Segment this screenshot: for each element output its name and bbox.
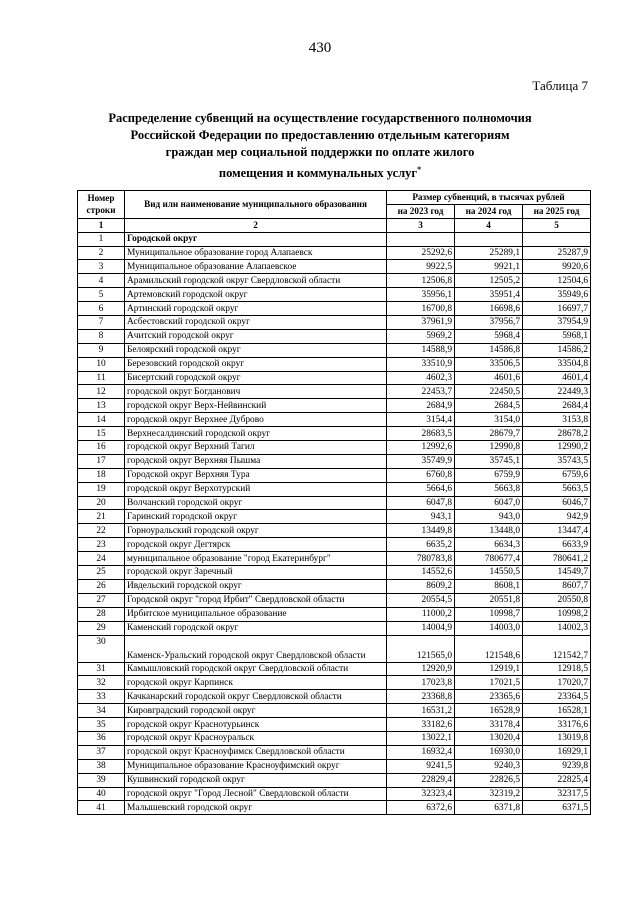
column-number: 4 — [455, 218, 523, 232]
amount-2024-cell: 13448,0 — [455, 524, 523, 538]
municipality-name-cell: Арамильский городской округ Свердловской области — [125, 274, 387, 288]
amount-2025-cell: 33176,6 — [523, 718, 591, 732]
column-number: 5 — [523, 218, 591, 232]
municipality-name-cell: Ирбитское муниципальное образование — [125, 607, 387, 621]
municipality-name-cell: Муниципальное образование Красноуфимский округ — [125, 759, 387, 773]
row-number-cell: 5 — [78, 288, 125, 302]
table-row — [78, 759, 591, 773]
amount-2025-cell: 16528,1 — [523, 704, 591, 718]
table-row — [78, 496, 591, 510]
row-number-cell: 9 — [78, 343, 125, 357]
row-number-cell: 16 — [78, 441, 125, 455]
amount-2024-cell: 5968,4 — [455, 329, 523, 343]
municipality-name-cell: Березовский городской округ — [125, 357, 387, 371]
amount-2025-cell: 28678,2 — [523, 427, 591, 441]
amount-2023-cell: 121565,0 — [387, 635, 455, 662]
row-number-cell: 34 — [78, 704, 125, 718]
table-row — [78, 801, 591, 815]
row-number-cell: 6 — [78, 302, 125, 316]
table-row — [78, 524, 591, 538]
table-body — [78, 232, 591, 815]
amount-2025-cell: 14002,3 — [523, 621, 591, 635]
amount-2025-cell: 780641,2 — [523, 552, 591, 566]
amount-2023-cell: 4602,3 — [387, 371, 455, 385]
municipality-name-cell: Артемовский городской округ — [125, 288, 387, 302]
amount-2025-cell: 16697,7 — [523, 302, 591, 316]
municipality-name-cell: Горноуральский городской округ — [125, 524, 387, 538]
row-number-cell: 30 — [78, 635, 125, 662]
amount-2023-cell: 20554,5 — [387, 593, 455, 607]
table-row — [78, 593, 591, 607]
amount-2024-cell: 22826,5 — [455, 773, 523, 787]
title-line: Распределение субвенций на осуществление государственного полномочия — [108, 111, 532, 125]
amount-2025-cell: 5663,5 — [523, 482, 591, 496]
row-number-cell: 24 — [78, 552, 125, 566]
table-row — [78, 316, 591, 330]
amount-2023-cell: 16932,4 — [387, 745, 455, 759]
amount-2024-cell: 780677,4 — [455, 552, 523, 566]
amount-2023-cell: 17023,8 — [387, 676, 455, 690]
table-row — [78, 399, 591, 413]
amount-2025-cell: 5968,1 — [523, 329, 591, 343]
amount-2025-cell: 13447,4 — [523, 524, 591, 538]
municipality-name-cell: Ивдельский городской округ — [125, 579, 387, 593]
table-row — [78, 260, 591, 274]
municipality-name-cell: Ачитский городской округ — [125, 329, 387, 343]
row-number-cell: 28 — [78, 607, 125, 621]
column-number: 2 — [125, 218, 387, 232]
header-amount-group: Размер субвенций, в тысячах рублей — [387, 191, 591, 205]
row-number-cell: 13 — [78, 399, 125, 413]
amount-2025-cell: 6759,6 — [523, 468, 591, 482]
row-number-cell: 26 — [78, 579, 125, 593]
title-line: граждан мер социальной поддержки по оплате жилого — [165, 145, 475, 159]
row-number-cell: 27 — [78, 593, 125, 607]
amount-2024-cell: 35745,1 — [455, 454, 523, 468]
municipality-name-cell: городской округ Краснотурьинск — [125, 718, 387, 732]
row-number-cell: 17 — [78, 454, 125, 468]
document-title — [80, 110, 560, 182]
municipality-name-cell: муниципальное образование "город Екатеринбург" — [125, 552, 387, 566]
municipality-name-cell: Гаринский городской округ — [125, 510, 387, 524]
table-row — [78, 621, 591, 635]
municipality-name-cell: городской округ Богданович — [125, 385, 387, 399]
title-line: Российской Федерации по предоставлению отдельным категориям — [130, 128, 510, 142]
amount-2025-cell: 35743,5 — [523, 454, 591, 468]
municipality-name-cell: Городской округ Верхняя Тура — [125, 468, 387, 482]
amount-2023-cell: 12920,9 — [387, 662, 455, 676]
amount-2025-cell: 20550,8 — [523, 593, 591, 607]
municipality-name-cell: Артинский городской округ — [125, 302, 387, 316]
municipality-name-cell: городской округ Дегтярск — [125, 538, 387, 552]
table-row — [78, 552, 591, 566]
table-row — [78, 288, 591, 302]
amount-2024-cell: 16930,0 — [455, 745, 523, 759]
amount-2024-cell: 37956,7 — [455, 316, 523, 330]
amount-2024-cell: 13020,4 — [455, 731, 523, 745]
amount-2023-cell: 6760,8 — [387, 468, 455, 482]
amount-2024-cell: 12919,1 — [455, 662, 523, 676]
municipality-name-cell: Качканарский городской округ Свердловской области — [125, 690, 387, 704]
amount-2025-cell: 23364,5 — [523, 690, 591, 704]
municipality-name-cell: Камышловский городской округ Свердловской области — [125, 662, 387, 676]
amount-2025-cell: 6371,5 — [523, 801, 591, 815]
amount-2024-cell: 14586,8 — [455, 343, 523, 357]
amount-2024-cell: 33178,4 — [455, 718, 523, 732]
amount-2025-cell: 6633,9 — [523, 538, 591, 552]
amount-2025-cell — [523, 232, 591, 246]
header-year-2023: на 2023 год — [387, 204, 455, 218]
municipality-name-cell: Муниципальное образование город Алапаевск — [125, 246, 387, 260]
amount-2023-cell: 23368,8 — [387, 690, 455, 704]
amount-2025-cell: 14586,2 — [523, 343, 591, 357]
amount-2024-cell: 12505,2 — [455, 274, 523, 288]
amount-2023-cell: 2684,9 — [387, 399, 455, 413]
table-row — [78, 413, 591, 427]
amount-2023-cell: 13022,1 — [387, 731, 455, 745]
table-row — [78, 482, 591, 496]
row-number-cell: 10 — [78, 357, 125, 371]
amount-2024-cell: 16698,6 — [455, 302, 523, 316]
row-number-cell: 14 — [78, 413, 125, 427]
amount-2023-cell: 6372,6 — [387, 801, 455, 815]
municipality-name-cell: Верхнесалдинский городской округ — [125, 427, 387, 441]
amount-2024-cell: 17021,5 — [455, 676, 523, 690]
row-number-cell: 2 — [78, 246, 125, 260]
table-row — [78, 690, 591, 704]
amount-2023-cell: 22829,4 — [387, 773, 455, 787]
page-number: 430 — [308, 40, 332, 56]
row-number-cell: 40 — [78, 787, 125, 801]
amount-2023-cell: 9922,5 — [387, 260, 455, 274]
amount-2024-cell: 3154,0 — [455, 413, 523, 427]
row-number-cell: 41 — [78, 801, 125, 815]
amount-2025-cell: 22825,4 — [523, 773, 591, 787]
row-number-cell: 15 — [78, 427, 125, 441]
amount-2023-cell: 14552,6 — [387, 566, 455, 580]
municipality-name-cell: городской округ Верхнее Дуброво — [125, 413, 387, 427]
amount-2024-cell: 33506,5 — [455, 357, 523, 371]
amount-2023-cell: 12506,8 — [387, 274, 455, 288]
amount-2023-cell: 3154,4 — [387, 413, 455, 427]
table-row — [78, 704, 591, 718]
amount-2023-cell: 9241,5 — [387, 759, 455, 773]
municipality-name-cell: городской округ Верхотурский — [125, 482, 387, 496]
table-row — [78, 579, 591, 593]
amount-2025-cell: 12990,2 — [523, 441, 591, 455]
table-row — [78, 329, 591, 343]
row-number-cell: 20 — [78, 496, 125, 510]
table-row — [78, 635, 591, 662]
amount-2024-cell: 22450,5 — [455, 385, 523, 399]
amount-2024-cell: 14003,0 — [455, 621, 523, 635]
amount-2024-cell: 12990,8 — [455, 441, 523, 455]
amount-2025-cell: 32317,5 — [523, 787, 591, 801]
row-number-cell: 21 — [78, 510, 125, 524]
amount-2023-cell: 780783,8 — [387, 552, 455, 566]
municipality-name-cell: городской округ Верхняя Пышма — [125, 454, 387, 468]
row-number-cell: 36 — [78, 731, 125, 745]
row-number-cell: 18 — [78, 468, 125, 482]
table-row — [78, 718, 591, 732]
amount-2025-cell: 2684,4 — [523, 399, 591, 413]
amount-2024-cell: 25289,1 — [455, 246, 523, 260]
table-row — [78, 427, 591, 441]
amount-2024-cell: 6047,0 — [455, 496, 523, 510]
municipality-name-cell: городской округ Красноуральск — [125, 731, 387, 745]
amount-2025-cell: 16929,1 — [523, 745, 591, 759]
amount-2025-cell: 10998,2 — [523, 607, 591, 621]
amount-2023-cell: 33182,6 — [387, 718, 455, 732]
table-row — [78, 773, 591, 787]
amount-2024-cell: 28679,7 — [455, 427, 523, 441]
amount-2024-cell: 5663,8 — [455, 482, 523, 496]
amount-2024-cell: 9240,3 — [455, 759, 523, 773]
amount-2025-cell: 121542,7 — [523, 635, 591, 662]
municipality-name-cell: Каменск-Уральский городской округ Свердловской области — [125, 635, 387, 662]
table-row — [78, 357, 591, 371]
row-number-cell: 38 — [78, 759, 125, 773]
municipality-name-cell: Кировградский городской округ — [125, 704, 387, 718]
footnote-mark: * — [417, 165, 422, 174]
municipality-name-cell: городской округ Красноуфимск Свердловской области — [125, 745, 387, 759]
amount-2024-cell: 10998,7 — [455, 607, 523, 621]
row-number-cell: 33 — [78, 690, 125, 704]
municipality-name-cell: Каменский городской округ — [125, 621, 387, 635]
amount-2023-cell: 14004,9 — [387, 621, 455, 635]
amount-2025-cell: 4601,4 — [523, 371, 591, 385]
amount-2024-cell: 20551,8 — [455, 593, 523, 607]
amount-2023-cell: 8609,2 — [387, 579, 455, 593]
row-number-cell: 11 — [78, 371, 125, 385]
row-number-cell: 22 — [78, 524, 125, 538]
table-row — [78, 538, 591, 552]
amount-2024-cell: 23365,6 — [455, 690, 523, 704]
amount-2024-cell: 2684,5 — [455, 399, 523, 413]
amount-2023-cell: 12992,6 — [387, 441, 455, 455]
row-number-cell: 32 — [78, 676, 125, 690]
row-number-cell: 3 — [78, 260, 125, 274]
table-row — [78, 454, 591, 468]
amount-2023-cell: 6635,2 — [387, 538, 455, 552]
table-row — [78, 745, 591, 759]
amount-2025-cell: 6046,7 — [523, 496, 591, 510]
amount-2025-cell: 37954,9 — [523, 316, 591, 330]
amount-2023-cell: 13449,8 — [387, 524, 455, 538]
table-row — [78, 343, 591, 357]
amount-2025-cell: 25287,9 — [523, 246, 591, 260]
municipality-name-cell: Городской округ "город Ирбит" Свердловской области — [125, 593, 387, 607]
row-number-cell: 8 — [78, 329, 125, 343]
amount-2024-cell: 6371,8 — [455, 801, 523, 815]
amount-2025-cell: 17020,7 — [523, 676, 591, 690]
amount-2024-cell: 9921,1 — [455, 260, 523, 274]
table-row — [78, 274, 591, 288]
municipality-name-cell: городской округ Заречный — [125, 566, 387, 580]
amount-2023-cell: 5664,6 — [387, 482, 455, 496]
row-number-cell: 39 — [78, 773, 125, 787]
row-number-cell: 23 — [78, 538, 125, 552]
amount-2024-cell: 6759,9 — [455, 468, 523, 482]
amount-2024-cell: 32319,2 — [455, 787, 523, 801]
amount-2024-cell: 943,0 — [455, 510, 523, 524]
header-year-2024: на 2024 год — [455, 204, 523, 218]
amount-2024-cell: 121548,6 — [455, 635, 523, 662]
amount-2023-cell: 35749,9 — [387, 454, 455, 468]
municipality-name-cell: Кушвинский городской округ — [125, 773, 387, 787]
amount-2025-cell: 3153,8 — [523, 413, 591, 427]
amount-2023-cell: 5969,2 — [387, 329, 455, 343]
header-name: Вид или наименование муниципального образования — [125, 191, 387, 219]
subsidy-table — [77, 190, 591, 815]
title-line — [80, 161, 560, 182]
amount-2025-cell: 9920,6 — [523, 260, 591, 274]
amount-2025-cell: 12504,6 — [523, 274, 591, 288]
table-row — [78, 607, 591, 621]
amount-2025-cell: 33504,8 — [523, 357, 591, 371]
amount-2025-cell: 942,9 — [523, 510, 591, 524]
amount-2025-cell: 22449,3 — [523, 385, 591, 399]
amount-2023-cell: 37961,9 — [387, 316, 455, 330]
municipality-name-cell: городской округ Карпинск — [125, 676, 387, 690]
row-number-cell: 19 — [78, 482, 125, 496]
amount-2024-cell: 16528,9 — [455, 704, 523, 718]
amount-2023-cell: 11000,2 — [387, 607, 455, 621]
table-row — [78, 787, 591, 801]
municipality-name-cell: Бисертский городской округ — [125, 371, 387, 385]
amount-2025-cell: 9239,8 — [523, 759, 591, 773]
row-number-cell: 37 — [78, 745, 125, 759]
row-number-cell: 25 — [78, 566, 125, 580]
municipality-name-cell: городской округ Верхний Тагил — [125, 441, 387, 455]
amount-2023-cell: 22453,7 — [387, 385, 455, 399]
municipality-name-cell: Белоярский городской округ — [125, 343, 387, 357]
row-number-cell: 1 — [78, 232, 125, 246]
row-number-cell: 35 — [78, 718, 125, 732]
amount-2024-cell: 35951,4 — [455, 288, 523, 302]
amount-2023-cell: 35956,1 — [387, 288, 455, 302]
municipality-name-cell: Городской округ — [125, 232, 387, 246]
amount-2024-cell: 14550,5 — [455, 566, 523, 580]
amount-2025-cell: 35949,6 — [523, 288, 591, 302]
amount-2025-cell: 8607,7 — [523, 579, 591, 593]
municipality-name-cell: Волчанский городской округ — [125, 496, 387, 510]
header-row-number: Номер строки — [78, 191, 125, 219]
table-row — [78, 441, 591, 455]
amount-2023-cell: 943,1 — [387, 510, 455, 524]
amount-2024-cell: 6634,3 — [455, 538, 523, 552]
table-row — [78, 566, 591, 580]
amount-2023-cell: 25292,6 — [387, 246, 455, 260]
amount-2025-cell: 12918,5 — [523, 662, 591, 676]
amount-2023-cell: 16531,2 — [387, 704, 455, 718]
table-row — [78, 676, 591, 690]
title-line-text: помещения и коммунальных услуг — [218, 166, 418, 181]
table-row — [78, 302, 591, 316]
amount-2024-cell — [455, 232, 523, 246]
amount-2024-cell: 8608,1 — [455, 579, 523, 593]
table-row — [78, 468, 591, 482]
municipality-name-cell: городской округ Верх-Нейвинский — [125, 399, 387, 413]
column-number: 3 — [387, 218, 455, 232]
municipality-name-cell: городской округ "Город Лесной" Свердловской области — [125, 787, 387, 801]
amount-2023-cell: 6047,8 — [387, 496, 455, 510]
amount-2025-cell: 14549,7 — [523, 566, 591, 580]
table-row — [78, 371, 591, 385]
table-row — [78, 385, 591, 399]
table-row — [78, 246, 591, 260]
amount-2023-cell: 14588,9 — [387, 343, 455, 357]
municipality-name-cell: Муниципальное образование Алапаевское — [125, 260, 387, 274]
table-row — [78, 662, 591, 676]
table-label: Таблица 7 — [532, 78, 588, 93]
row-number-cell: 29 — [78, 621, 125, 635]
municipality-name-cell: Асбестовский городской округ — [125, 316, 387, 330]
amount-2023-cell — [387, 232, 455, 246]
amount-2023-cell: 28683,5 — [387, 427, 455, 441]
table-row — [78, 232, 591, 246]
header-year-2025: на 2025 год — [523, 204, 591, 218]
amount-2025-cell: 13019,8 — [523, 731, 591, 745]
row-number-cell: 7 — [78, 316, 125, 330]
row-number-cell: 4 — [78, 274, 125, 288]
amount-2023-cell: 16700,8 — [387, 302, 455, 316]
amount-2023-cell: 33510,9 — [387, 357, 455, 371]
amount-2024-cell: 4601,6 — [455, 371, 523, 385]
amount-2023-cell: 32323,4 — [387, 787, 455, 801]
table-row — [78, 510, 591, 524]
row-number-cell: 12 — [78, 385, 125, 399]
municipality-name-cell: Малышевский городской округ — [125, 801, 387, 815]
row-number-cell: 31 — [78, 662, 125, 676]
column-number: 1 — [78, 218, 125, 232]
table-row — [78, 731, 591, 745]
